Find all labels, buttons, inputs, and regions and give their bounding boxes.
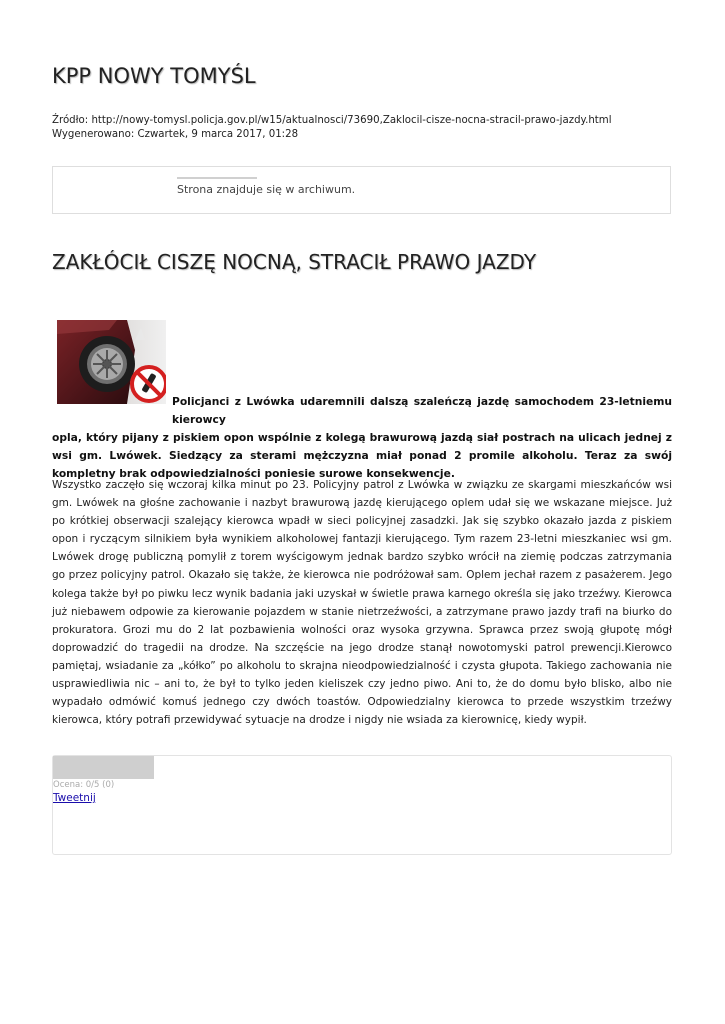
archive-notice: Strona znajduje się w archiwum.	[177, 183, 356, 196]
document-meta	[52, 114, 612, 142]
archive-divider	[177, 177, 257, 179]
archive-notice-box	[52, 166, 671, 214]
generated-date: Wygenerowano: Czwartek, 9 marca 2017, 01:28	[52, 129, 299, 140]
site-title: KPP NOWY TOMYŚL	[52, 64, 256, 88]
lead-first-line: Policjanci z Lwówka udaremnili dalszą szaleńczą jazdę samochodem 23-letniemu kierowcy	[172, 395, 672, 426]
tweet-link[interactable]: Tweetnij	[53, 792, 96, 804]
article-footer	[52, 755, 672, 855]
rating-text: Ocena: 0/5 (0)	[53, 780, 115, 790]
source-url: Źródło: http://nowy-tomysl.policja.gov.pl/w15/aktualnosci/73690,Zaklocil-cisze-nocna-stracil-prawo-jazdy.html	[52, 115, 612, 126]
car-wheel-no-alcohol-icon	[57, 320, 166, 404]
lead-rest: opla, który pijany z piskiem opon wspólnie z kolegą brawurową jazdą siał postrach na ulicach jednej z wsi gm. Lwówek. Siedzący za sterami mężczyzna miał ponad 2 promile alkoholu. Teraz za swój kompletny brak odpowiedzialności poniesie surowe konsekwencje.	[52, 431, 672, 480]
article-lead	[52, 393, 672, 483]
rating-stars[interactable]	[53, 756, 154, 779]
article-photo	[57, 320, 166, 404]
article-body: Wszystko zaczęło się wczoraj kilka minut po 23. Policyjny patrol z Lwówka w związku ze skargami mieszkańców wsi gm. Lwówek na głośne zachowanie i nazbyt brawurową jazdę kierującego oplem udał się we wskazane miejsce. Już po krótkiej obserwacji szalejący kierowca wpadł w sieci policyjnej zasadzki. Jak się szybko okazało jazda z piskiem opon i ryczącym silnikiem była wynikiem alkoholowej fantazji kierującego. Tym razem 23-letni mieszkaniec wsi gm. Lwówek drogę publiczną pomylił z torem wyścigowym jednak bardzo szybko wrócił na ziemię podczas zatrzymania go przez policyjny patrol. Okazało się także, że kierowca nie podróżował sam. Oplem jechał razem z pasażerem. Jego kolega także był po piwku lecz wynik badania jaki uzyskał w świetle prawa karnego określa się jako trzeźwy. Kierowca już niebawem odpowie za kierowanie pojazdem w stanie nietrzeźwości, a zatrzymane prawo jazdy trafi na biurko do prokuratora. Grozi mu do 2 lat pozbawienia wolności oraz wysoka grzywna. Sprawca przez swoją głupotę mógł doprowadzić do tragedii na drodze. Na szczęście na jego drodze stanął nowotomyski patrol prewencji.Kierowco pamiętaj, wsiadanie za „kółko” po alkoholu to skrajna nieodpowiedzialność i czysta głupota. Takiego zachowania nie usprawiedliwia nic – ani to, że był to tylko jeden kieliszek czy jedno piwo. Ani to, że do domu było blisko, albo nie wypadało odmówić komuś jednego czy dwóch toastów. Odpowiedzialny kierowca to przede wszystkim trzeźwy kierowca, który potrafi przewidywać sytuacje na drodze i nigdy nie wsiada za kierownicę, kiedy wypił.	[52, 479, 672, 727]
article-title: ZAKŁÓCIŁ CISZĘ NOCNĄ, STRACIŁ PRAWO JAZDY	[52, 250, 537, 274]
